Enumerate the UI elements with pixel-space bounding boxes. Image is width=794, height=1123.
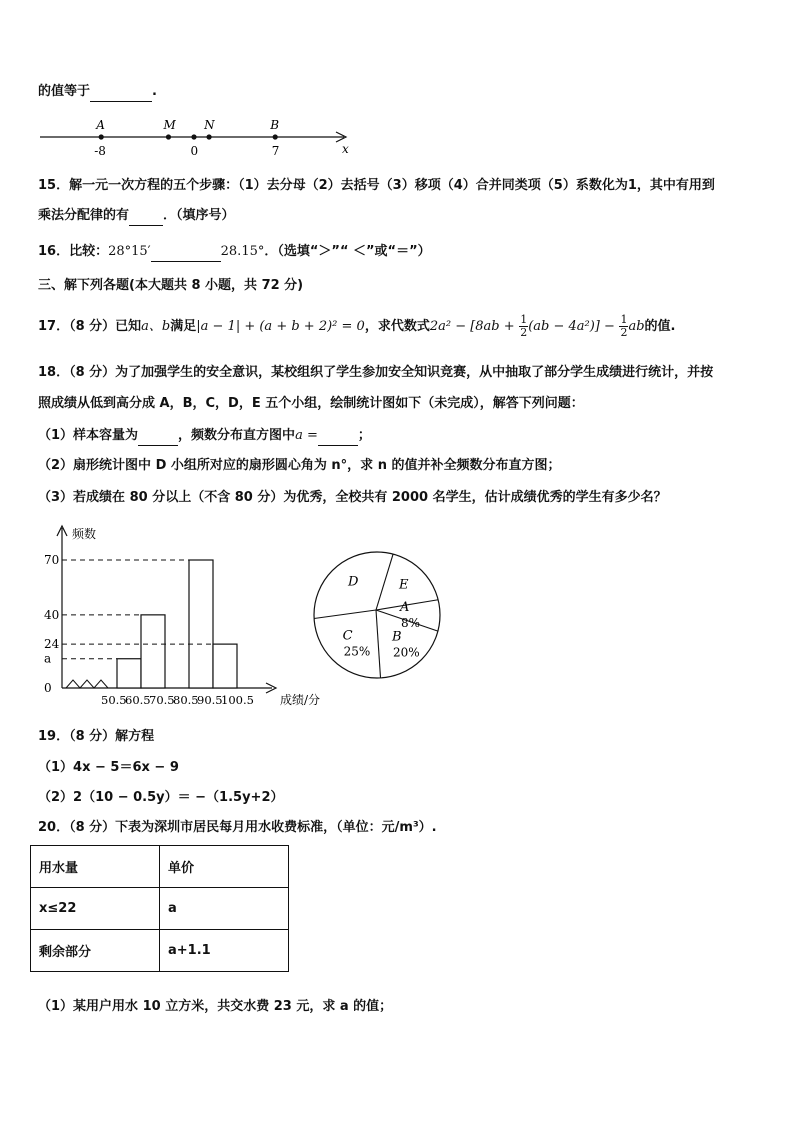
pie-slice-label: A [399, 600, 410, 616]
q18-sub2: （2）扇形统计图中 D 小组所对应的扇形圆心角为 n°，求 n 的值并补全频数分布直方图； [38, 458, 561, 473]
histogram-bar [117, 659, 141, 688]
number-line-point [273, 134, 278, 139]
answer-blank[interactable] [138, 431, 178, 446]
pie-slice-percent: 25% [343, 644, 371, 659]
axis-label-x: x [342, 142, 349, 156]
q15-line2: 乘法分配律的有 ．（填序号） [38, 206, 235, 226]
fraction-half: $\frac{1}{2}$ [520, 313, 528, 339]
y-tick-label: 24 [44, 637, 60, 652]
y-axis-label: 频数 [72, 527, 97, 541]
x-tick-label: 50.5 [101, 693, 127, 707]
number-line-point [206, 134, 211, 139]
answer-blank[interactable] [318, 431, 358, 446]
table-header-row [31, 846, 289, 888]
water-price-table [30, 845, 289, 972]
point-value: 0 [190, 144, 199, 158]
pie-slice-percent: 20% [393, 645, 420, 660]
table-cell: 剩余部分 [31, 930, 160, 972]
y-tick-label: a [44, 651, 52, 666]
point-name: M [163, 118, 176, 132]
number-line [36, 115, 356, 165]
table-cell: x≤22 [31, 888, 160, 930]
table-cell: a+1.1 [160, 930, 289, 972]
section-heading: 三、解下列各题(本大题共 8 小题，共 72 分) [38, 278, 304, 293]
q19-eq2: （2）2（10 − 0.5y）＝ −（1.5y+2） [38, 790, 284, 805]
pie-slice-label: E [399, 577, 409, 593]
number-line-point [99, 134, 104, 139]
table-header-cell: 用水量 [31, 846, 160, 888]
table-row [31, 888, 289, 930]
pie-chart [310, 548, 445, 683]
pie-outline [314, 552, 440, 678]
x-tick-label: 90.5 [197, 693, 223, 707]
q19-title: 19．（8 分）解方程 [38, 729, 155, 744]
fraction-half-2: $\frac{1}{2}$ [620, 313, 628, 339]
pie-slice-percent: 8% [400, 616, 421, 631]
histogram-chart [30, 520, 350, 715]
q15-line1: 15．解一元一次方程的五个步骤：（1）去分母（2）去括号（3）移项（4）合并同类项（5）系数化为1，其中有用到 [38, 178, 715, 193]
point-name: N [204, 118, 215, 132]
x-tick-label: 100.5 [221, 693, 254, 707]
point-value: 7 [271, 144, 280, 158]
table-cell: a [160, 888, 289, 930]
number-line-point [166, 134, 171, 139]
x-axis-label: 成绩/分 [280, 693, 321, 707]
point-value: -8 [94, 144, 106, 158]
q18-line2: 照成绩从低到高分成 A，B，C，D，E 五个小组，绘制统计图如下（未完成），解答下列问题： [38, 396, 584, 411]
pie-slice-label: C [342, 628, 353, 644]
number-line-point [191, 134, 196, 139]
q14-line: 的值等于 . [38, 82, 157, 102]
y-tick-label: 70 [44, 553, 60, 567]
y-tick-label: 0 [44, 681, 52, 695]
q18-sub3: （3）若成绩在 80 分以上（不含 80 分）为优秀，全校共有 2000 名学生，估计成绩优秀的学生有多少名？ [38, 490, 667, 505]
answer-blank[interactable] [151, 247, 221, 262]
q20-sub1: （1）某用户用水 10 立方米，共交水费 23 元，求 a 的值； [38, 999, 393, 1014]
q19-eq1: （1）4x − 5＝6x − 9 [38, 760, 179, 775]
answer-blank[interactable] [90, 87, 152, 102]
histogram-bar [213, 644, 237, 688]
y-tick-label: 40 [44, 607, 60, 622]
q20-title: 20．（8 分）下表为深圳市居民每月用水收费标准，（单位：元/m³）. [38, 820, 437, 835]
x-tick-label: 60.5 [125, 693, 151, 707]
answer-blank[interactable] [129, 211, 163, 226]
table-header-cell: 单价 [160, 846, 289, 888]
histogram-bar [141, 615, 165, 688]
point-name: B [270, 118, 280, 132]
table-row [31, 930, 289, 972]
x-tick-label: 80.5 [173, 693, 199, 707]
point-name: A [96, 118, 105, 132]
histogram-bar [189, 560, 213, 688]
q18-line1: 18．（8 分）为了加强学生的安全意识，某校组织了学生参加安全知识竞赛，从中抽取了部分学生成绩进行统计，并按 [38, 365, 714, 380]
q17-line: 17．（8 分）已知a、b满足|a − 1| + (a + b + 2)² = 0，求代数式2a² − [8ab + $\frac{1}{2}$ (ab − 4a²)] − $\frac{1}{2}$ ab的值. [38, 313, 676, 339]
q16-line: 16．比较：28°15′ 28.15°．（选填“＞”“ ＜”或“＝”） [38, 242, 431, 262]
q18-sub1: （1）样本容量为 ，频数分布直方图中a = ； [38, 426, 371, 446]
x-tick-label: 70.5 [149, 693, 175, 707]
pie-slice-label: B [392, 629, 402, 645]
pie-slice-label: D [347, 574, 359, 590]
